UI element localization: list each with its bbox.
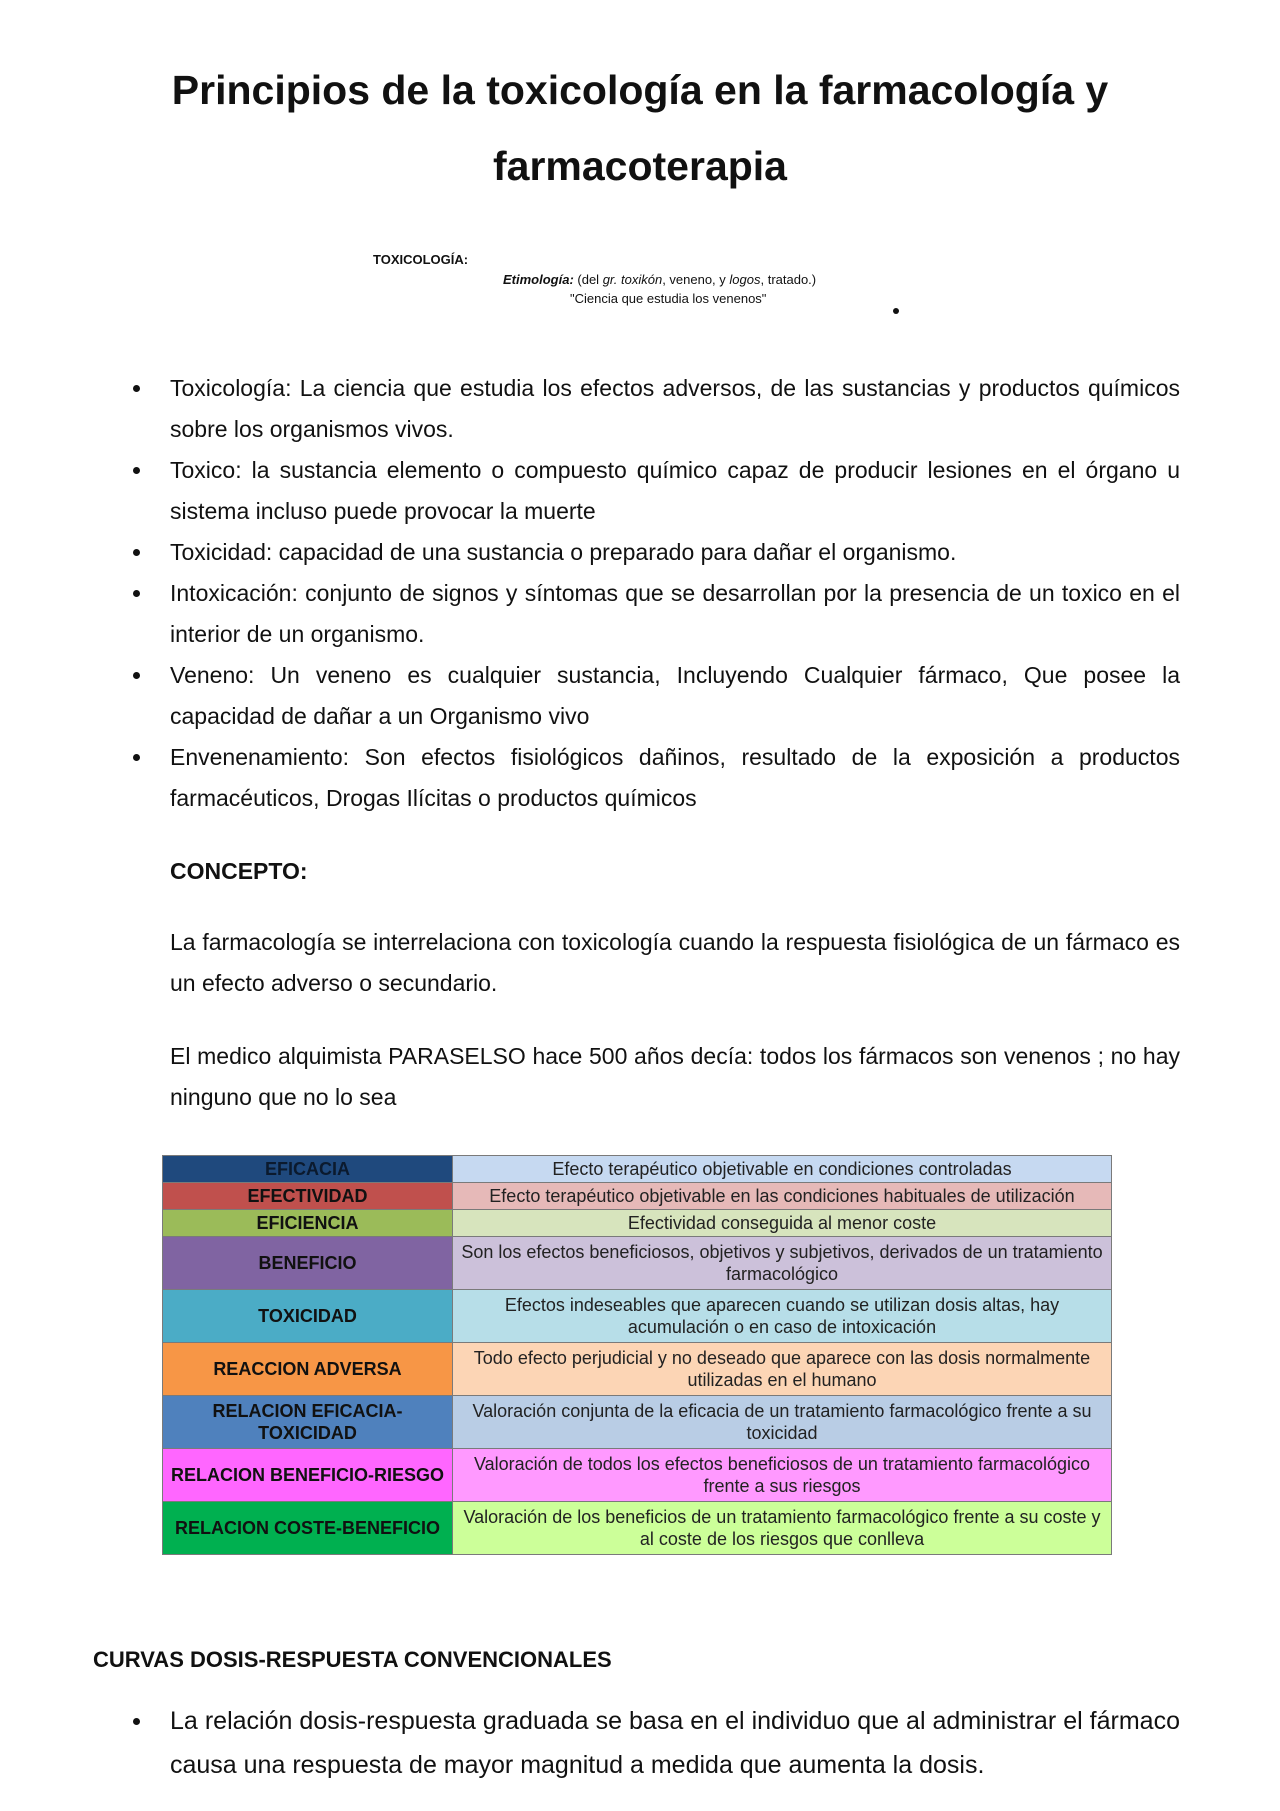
page-title — [120, 52, 1160, 204]
table-row — [163, 1449, 1112, 1502]
term-cell: RELACION COSTE-BENEFICIO — [163, 1501, 453, 1554]
etymology-text-c: , tratado.) — [760, 272, 817, 287]
page-title-line-2: farmacoterapia — [493, 143, 787, 189]
description-cell: Efecto terapéutico objetivable en condiciones controladas — [453, 1156, 1112, 1183]
description-cell: Son los efectos beneficiosos, objetivos y subjetivos, derivados de un tratamiento farmacológico — [453, 1237, 1112, 1290]
table-row — [163, 1237, 1112, 1290]
etymology-quote: "Ciencia que estudia los venenos" — [570, 291, 767, 306]
term-cell: EFECTIVIDAD — [163, 1183, 453, 1210]
table-row — [163, 1210, 1112, 1237]
etymology-logos: logos — [729, 272, 761, 287]
description-cell: Todo efecto perjudicial y no deseado que aparece con las dosis normalmente utilizadas en el humano — [453, 1343, 1112, 1396]
description-cell: Valoración de los beneficios de un tratamiento farmacológico frente a su coste y al coste de los riesgos que conlleva — [453, 1501, 1112, 1554]
list-item: Toxico: la sustancia elemento o compuesto químico capaz de producir lesiones en el órgano u sistema incluso puede provocar la muerte — [170, 450, 1180, 532]
bullet-dot-icon — [893, 308, 899, 314]
etymology-greek: gr. toxikón — [602, 272, 663, 287]
list-item: Envenenamiento: Son efectos fisiológicos dañinos, resultado de la exposición a productos farmacéuticos, Drogas Ilícitas o productos químicos — [170, 737, 1180, 819]
section-heading: CURVAS DOSIS-RESPUESTA CONVENCIONALES — [93, 1647, 612, 1672]
description-cell: Efecto terapéutico objetivable en las condiciones habituales de utilización — [453, 1183, 1112, 1210]
list-item: Toxicología: La ciencia que estudia los efectos adversos, de las sustancias y productos químicos sobre los organismos vivos. — [170, 368, 1180, 450]
description-cell: Valoración de todos los efectos beneficiosos de un tratamiento farmacológico frente a sus riesgos — [453, 1449, 1112, 1502]
concept-paragraph-2: El medico alquimista PARASELSO hace 500 años decía: todos los fármacos son venenos ; no hay ninguno que no lo sea — [170, 1043, 1180, 1110]
table-row — [163, 1343, 1112, 1396]
concept-heading: CONCEPTO: — [170, 858, 308, 884]
definitions-list — [170, 368, 1180, 819]
term-cell: RELACION EFICACIA-TOXICIDAD — [163, 1396, 453, 1449]
term-cell: REACCION ADVERSA — [163, 1343, 453, 1396]
table-row — [163, 1396, 1112, 1449]
concept-paragraph-1: La farmacología se interrelaciona con toxicología cuando la respuesta fisiológica de un fármaco es un efecto adverso o secundario. — [170, 929, 1180, 996]
description-cell: Efectos indeseables que aparecen cuando se utilizan dosis altas, hay acumulación o en caso de intoxicación — [453, 1290, 1112, 1343]
description-cell: Valoración conjunta de la eficacia de un tratamiento farmacológico frente a su toxicidad — [453, 1396, 1112, 1449]
description-cell: Efectividad conseguida al menor coste — [453, 1210, 1112, 1237]
term-cell: BENEFICIO — [163, 1237, 453, 1290]
dose-response-list — [170, 1699, 1180, 1787]
etymology-text-b: , veneno, y — [662, 272, 730, 287]
page-title-line-1: Principios de la toxicología en la farmacología y — [171, 67, 1109, 113]
term-cell: EFICIENCIA — [163, 1210, 453, 1237]
table-row — [163, 1501, 1112, 1554]
table-row — [163, 1290, 1112, 1343]
term-cell: TOXICIDAD — [163, 1290, 453, 1343]
etymology-heading: TOXICOLOGÍA: — [373, 252, 469, 267]
list-item: Toxicidad: capacidad de una sustancia o preparado para dañar el organismo. — [170, 532, 1180, 573]
etymology-label: Etimología: — [503, 272, 574, 287]
list-item: Veneno: Un veneno es cualquier sustancia, Incluyendo Cualquier fármaco, Que posee la capacidad de dañar a un Organismo vivo — [170, 655, 1180, 737]
term-cell: RELACION BENEFICIO-RIESGO — [163, 1449, 453, 1502]
term-cell: EFICACIA — [163, 1156, 453, 1183]
etymology-text-a: (del — [573, 272, 603, 287]
etymology-line — [503, 272, 816, 287]
table-row — [163, 1183, 1112, 1210]
list-item: La relación dosis-respuesta graduada se basa en el individuo que al administrar el fármaco causa una respuesta de mayor magnitud a medida que aumenta la dosis. — [170, 1699, 1180, 1787]
list-item: Intoxicación: conjunto de signos y síntomas que se desarrollan por la presencia de un toxico en el interior de un organismo. — [170, 573, 1180, 655]
table-row — [163, 1156, 1112, 1183]
pharmacology-terms-table — [162, 1155, 1112, 1555]
